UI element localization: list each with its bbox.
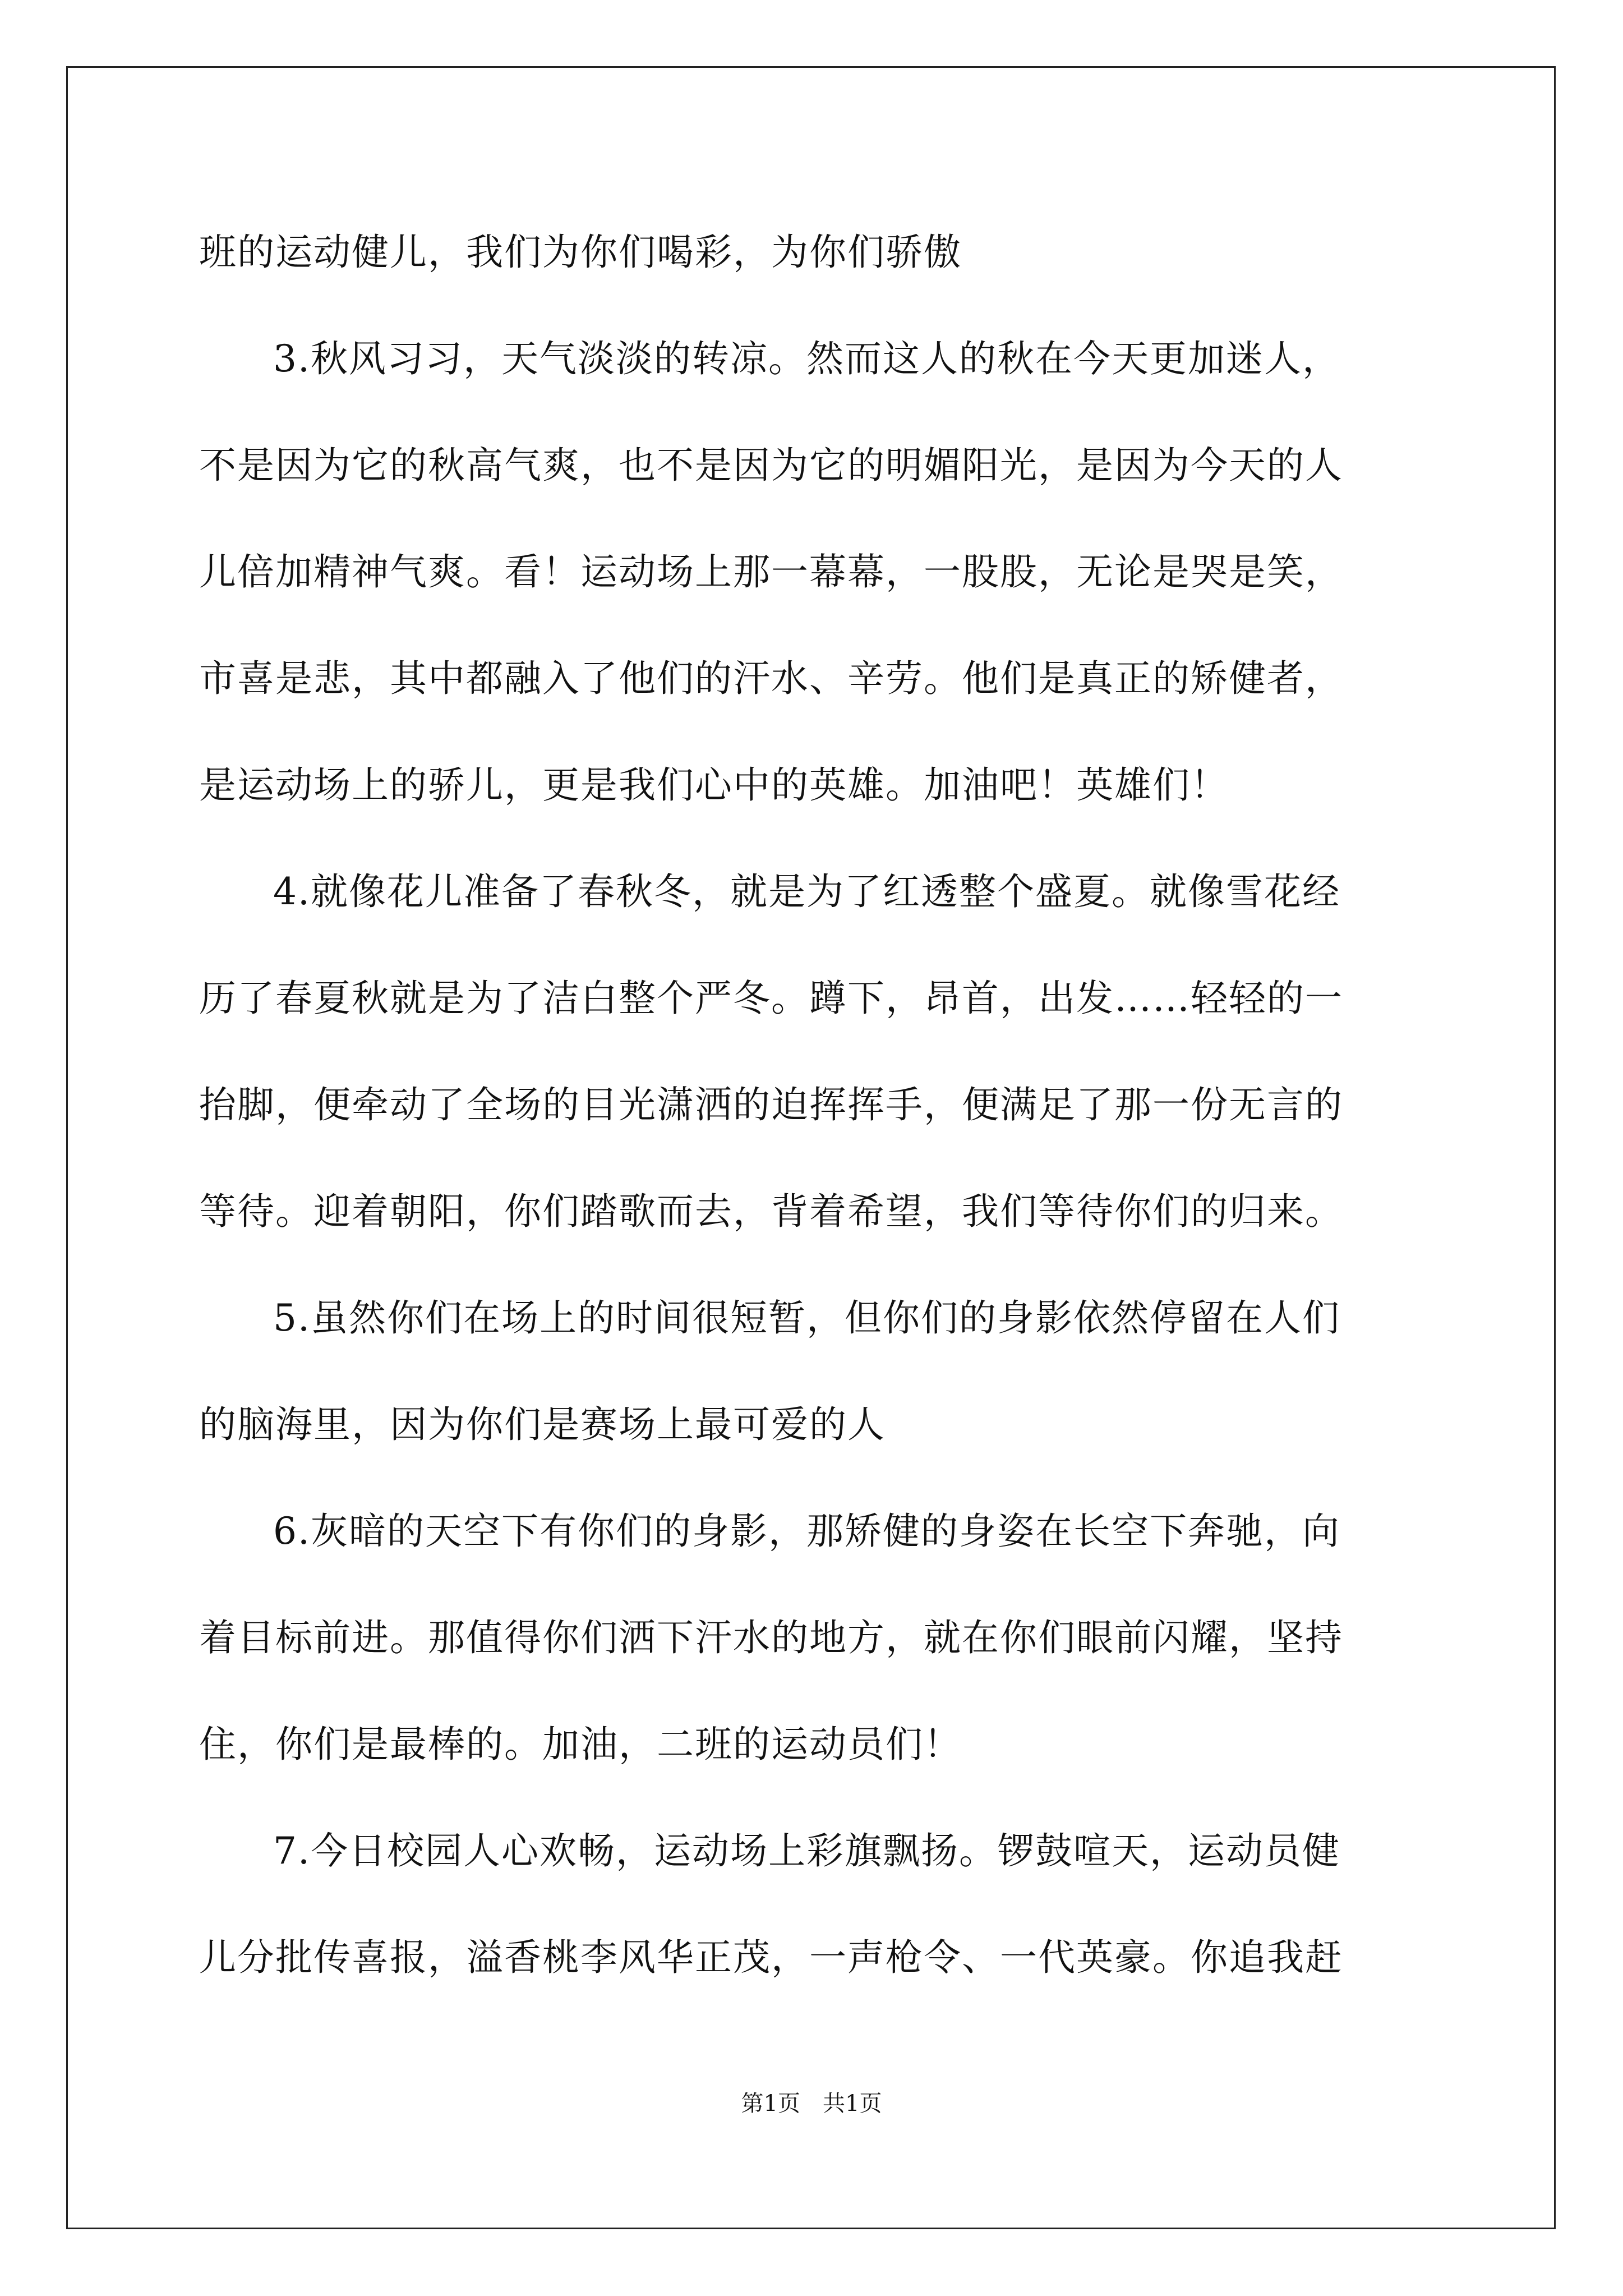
text-line: 等待。迎着朝阳，你们踏歌而去，背着希望，我们等待你们的归来。 [199, 1190, 1343, 1233]
text-line: 住，你们是最棒的。加油，二班的运动员们！ [199, 1723, 962, 1766]
paragraph-6-line: 6.灰暗的天空下有你们的身影，那矫健的身姿在长空下奔驰，向 [273, 1510, 1340, 1553]
text-line: 是运动场上的骄儿，更是我们心中的英雄。加油吧！英雄们！ [199, 763, 1229, 807]
text-line: 的脑海里，因为你们是赛场上最可爱的人 [199, 1403, 886, 1446]
paragraph-4-line: 4.就像花儿准备了春秋冬，就是为了红透整个盛夏。就像雪花经 [273, 870, 1340, 913]
text-line: 儿倍加精神气爽。看！运动场上那一幕幕，一股股，无论是哭是笑， [199, 550, 1343, 593]
paragraph-3-line: 3.秋风习习，天气淡淡的转凉。然而这人的秋在今天更加迷人， [273, 337, 1340, 380]
text-line: 市喜是悲，其中都融入了他们的汗水、辛劳。他们是真正的矫健者， [199, 657, 1343, 700]
text-line: 抬脚，便牵动了全场的目光潇洒的迫挥挥手，便满足了那一份无言的 [199, 1083, 1343, 1126]
text-line: 儿分批传喜报，溢香桃李风华正茂，一声枪令、一代英豪。你追我赶 [199, 1936, 1343, 1979]
paragraph-7-line: 7.今日校园人心欢畅，运动场上彩旗飘扬。锣鼓喧天，运动员健 [273, 1829, 1340, 1872]
paragraph-5-line: 5.虽然你们在场上的时间很短暂，但你们的身影依然停留在人们 [273, 1296, 1340, 1340]
text-line: 不是因为它的秋高气爽，也不是因为它的明媚阳光，是因为今天的人 [199, 444, 1343, 487]
page-footer: 第1页 共1页 [741, 2091, 882, 2116]
text-line: 历了春夏秋就是为了洁白整个严冬。蹲下，昂首，出发……轻轻的一 [199, 977, 1343, 1020]
text-line: 着目标前进。那值得你们洒下汗水的地方，就在你们眼前闪耀，坚持 [199, 1616, 1343, 1659]
text-line: 班的运动健儿，我们为你们喝彩，为你们骄傲 [199, 231, 962, 274]
